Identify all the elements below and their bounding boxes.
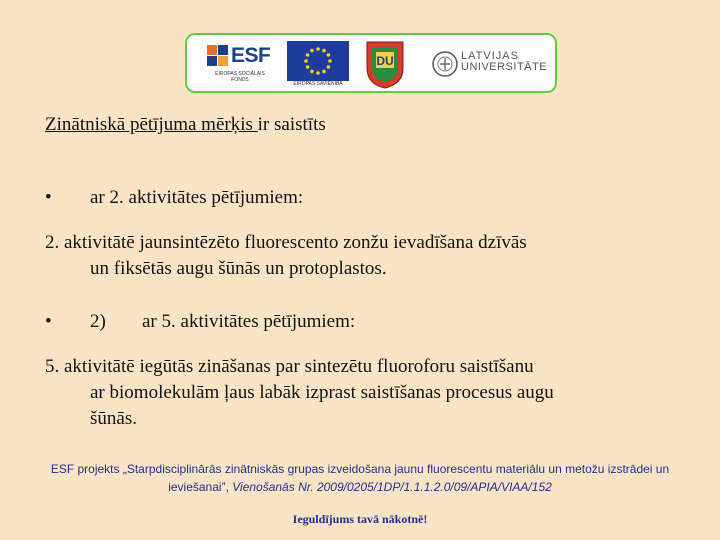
heading-rest: ir saistīts	[257, 114, 326, 135]
project-footer	[20, 460, 700, 496]
bullet-text: ar 2. aktivitātes pētījumiem:	[90, 187, 304, 208]
footer-project-text: ESF projekts „Starpdisciplinārās zinātniskās grupas izveidošana jaunu fluorescentu materiālu un metožu izstrādei un ieviešanai”,	[50, 462, 670, 494]
slide-heading	[45, 112, 326, 138]
logo-bar	[185, 33, 557, 93]
esf-wordmark: ESF	[231, 44, 271, 67]
paragraph-activity-5	[45, 354, 695, 432]
esf-subtitle: EIROPAS SOCIĀLAIS FONDS	[215, 71, 265, 83]
esf-logo	[207, 43, 271, 89]
du-crest-icon	[363, 38, 407, 90]
paragraph-line: un fiksētās augu šūnās un protoplastos.	[90, 258, 387, 279]
paragraph-line: 5. aktivitātē iegūtās zināšanas par sintezētu fluoroforu saistīšanu	[45, 356, 534, 377]
eu-flag-icon	[287, 41, 349, 81]
lu-crest-icon	[432, 49, 458, 79]
esf-mark-icon	[207, 45, 229, 67]
bullet-marker: •	[45, 311, 52, 332]
footer-agreement-number: Vienošanās Nr. 2009/0205/1DP/1.1.1.2.0/09/APIA/VIAA/152	[232, 480, 552, 494]
bullet-number: 2)	[90, 311, 106, 332]
paragraph-activity-2	[45, 230, 685, 282]
eu-caption: EIROPAS SAVIENĪBA	[293, 81, 343, 87]
paragraph-line: ar biomolekulām ļaus labāk izprast saistīšanas procesus augu	[90, 382, 554, 403]
bullet-marker: •	[45, 187, 52, 208]
paragraph-line: 2. aktivitātē jaunsintēzēto fluorescento zonžu ievadīšana dzīvās	[45, 232, 527, 253]
heading-underlined: Zinātniskā pētījuma mērķis	[45, 114, 258, 135]
paragraph-line: šūnās.	[90, 408, 137, 429]
lu-wordmark: LATVIJAS UNIVERSITĀTE	[461, 50, 548, 73]
footer-slogan: Ieguldījums tavā nākotnē!	[292, 512, 428, 526]
bullet-text: ar 5. aktivitātes pētījumiem:	[142, 311, 356, 332]
svg-text:DU: DU	[376, 54, 394, 68]
eu-logo	[287, 41, 349, 87]
